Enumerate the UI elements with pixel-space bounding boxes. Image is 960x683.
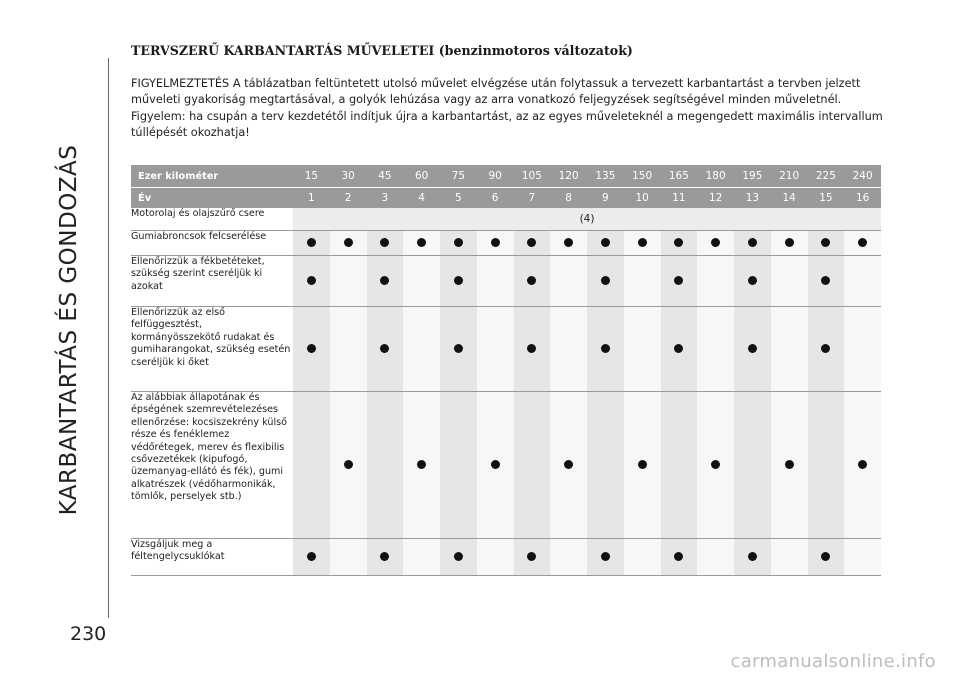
interval-cell (844, 392, 881, 539)
interval-cell (403, 539, 440, 576)
watermark: carmanualsonline.info (730, 651, 936, 672)
row-label: Motorolaj és olajszűrő csere (131, 208, 293, 231)
interval-cell (734, 539, 771, 576)
interval-cell (844, 539, 881, 576)
table-row (131, 231, 881, 256)
bullet-icon (601, 552, 610, 561)
maintenance-table-body (131, 208, 881, 576)
interval-cell (367, 231, 404, 256)
interval-cell (697, 307, 734, 392)
bullet-icon (748, 552, 757, 561)
interval-cell (550, 539, 587, 576)
interval-cell (771, 392, 808, 539)
row-label: Ellenőrizzük az első felfüggesztést, kormányösszekötő rudakat és gumiharangokat, szükség esetén cseréljük ki őket (131, 307, 293, 392)
chapter-side-title: KARBANTARTÁS ÉS GONDOZÁS (56, 144, 82, 516)
interval-cell (293, 231, 330, 256)
bullet-icon (674, 344, 683, 353)
interval-cell (514, 256, 551, 307)
interval-cell (440, 307, 477, 392)
year-header-cell: 7 (514, 188, 551, 209)
row-note: (4) (293, 208, 881, 231)
interval-cell (403, 307, 440, 392)
page-number: 230 (70, 623, 107, 645)
interval-cell (477, 539, 514, 576)
bullet-icon (527, 344, 536, 353)
km-header-cell: 135 (587, 165, 624, 188)
warning-paragraph: FIGYELMEZTETÉS A táblázatban feltüntetett utolsó művelet elvégzése után folytassuk a tervezett karbantartást a tervben jelzett műveleti gyakoriság megtartásával, a golyók lehúzása vagy az arra vonatkozó feljegyzések segítségével minden műveletnél. Figyelem: ha csupán a terv kezdetétől indítjuk újra a karbantartást, az az egyes műveleteknél a megengedett maximális intervallum túllépését okozhatja! (131, 77, 883, 139)
bullet-icon (527, 238, 536, 247)
interval-cell (550, 256, 587, 307)
bullet-icon (307, 344, 316, 353)
interval-cell (440, 539, 477, 576)
interval-cell (587, 231, 624, 256)
interval-cell (771, 231, 808, 256)
bullet-icon (454, 276, 463, 285)
bullet-icon (638, 238, 647, 247)
bullet-icon (748, 238, 757, 247)
km-header-cell: 60 (403, 165, 440, 188)
row-label: Ellenőrizzük a fékbetéteket, szükség szerint cseréljük ki azokat (131, 256, 293, 307)
bullet-icon (711, 238, 720, 247)
interval-cell (477, 231, 514, 256)
bullet-icon (380, 276, 389, 285)
bullet-icon (711, 460, 720, 469)
interval-cell (330, 256, 367, 307)
bullet-icon (344, 238, 353, 247)
km-header-cell: 15 (293, 165, 330, 188)
year-header-cell: 3 (367, 188, 404, 209)
maintenance-table (131, 165, 881, 576)
bullet-icon (674, 238, 683, 247)
year-header-label: Év (131, 188, 293, 209)
interval-cell (367, 256, 404, 307)
bullet-icon (601, 276, 610, 285)
interval-cell (808, 307, 845, 392)
interval-cell (734, 231, 771, 256)
bullet-icon (785, 460, 794, 469)
interval-cell (330, 231, 367, 256)
year-header-cell: 16 (844, 188, 881, 209)
interval-cell (808, 231, 845, 256)
bullet-icon (858, 460, 867, 469)
interval-cell (403, 231, 440, 256)
section-heading: TERVSZERŰ KARBANTARTÁS MŰVELETEI (benzinmotoros változatok) (131, 43, 633, 58)
interval-cell (624, 256, 661, 307)
year-header-cell: 6 (477, 188, 514, 209)
interval-cell (697, 392, 734, 539)
table-row (131, 392, 881, 539)
table-row (131, 539, 881, 576)
interval-cell (624, 307, 661, 392)
bullet-icon (307, 276, 316, 285)
row-label: Gumiabroncsok felcserélése (131, 231, 293, 256)
km-header-label: Ezer kilométer (131, 165, 293, 188)
bullet-icon (785, 238, 794, 247)
year-header-cell: 2 (330, 188, 367, 209)
interval-cell (587, 392, 624, 539)
km-header-row (131, 165, 881, 188)
table-row (131, 307, 881, 392)
interval-cell (367, 539, 404, 576)
bullet-icon (638, 460, 647, 469)
year-header-cell: 4 (403, 188, 440, 209)
interval-cell (808, 256, 845, 307)
km-header-cell: 240 (844, 165, 881, 188)
interval-cell (550, 307, 587, 392)
interval-cell (367, 307, 404, 392)
bullet-icon (417, 238, 426, 247)
bullet-icon (454, 344, 463, 353)
interval-cell (440, 256, 477, 307)
bullet-icon (491, 238, 500, 247)
interval-cell (808, 392, 845, 539)
interval-cell (734, 392, 771, 539)
interval-cell (624, 231, 661, 256)
interval-cell (587, 539, 624, 576)
interval-cell (844, 307, 881, 392)
bullet-icon (748, 344, 757, 353)
interval-cell (514, 392, 551, 539)
interval-cell (844, 256, 881, 307)
year-header-cell: 10 (624, 188, 661, 209)
interval-cell (477, 256, 514, 307)
interval-cell (330, 392, 367, 539)
bullet-icon (380, 552, 389, 561)
row-label: Vizsgáljuk meg a féltengelycsuklókat (131, 539, 293, 576)
km-header-cell: 90 (477, 165, 514, 188)
bullet-icon (491, 460, 500, 469)
interval-cell (403, 392, 440, 539)
km-header-cell: 150 (624, 165, 661, 188)
interval-cell (477, 307, 514, 392)
bullet-icon (380, 344, 389, 353)
interval-cell (661, 392, 698, 539)
year-header-cell: 5 (440, 188, 477, 209)
interval-cell (587, 256, 624, 307)
interval-cell (661, 231, 698, 256)
interval-cell (293, 539, 330, 576)
interval-cell (697, 231, 734, 256)
bullet-icon (344, 460, 353, 469)
year-header-cell: 1 (293, 188, 330, 209)
interval-cell (550, 231, 587, 256)
interval-cell (440, 231, 477, 256)
interval-cell (403, 256, 440, 307)
table-row (131, 208, 881, 231)
table-row (131, 256, 881, 307)
interval-cell (624, 539, 661, 576)
interval-cell (514, 307, 551, 392)
bullet-icon (527, 276, 536, 285)
year-header-cell: 11 (661, 188, 698, 209)
interval-cell (330, 539, 367, 576)
km-header-cell: 75 (440, 165, 477, 188)
bullet-icon (564, 238, 573, 247)
interval-cell (477, 392, 514, 539)
side-divider (108, 58, 109, 618)
interval-cell (293, 256, 330, 307)
interval-cell (661, 307, 698, 392)
bullet-icon (564, 460, 573, 469)
bullet-icon (454, 238, 463, 247)
bullet-icon (417, 460, 426, 469)
interval-cell (808, 539, 845, 576)
km-header-cell: 45 (367, 165, 404, 188)
row-label: Az alábbiak állapotának és épségének szemrevételezéses ellenőrzése: kocsiszekrény külső része és fenéklemez védőrétegek, merev és flexibilis csővezetékek (kipufogó, üzemanyag-ellátó és fék), gumi alkatrészek (védőharmonikák, tömlők, perselyek stb.) (131, 392, 293, 539)
interval-cell (771, 256, 808, 307)
bullet-icon (821, 344, 830, 353)
interval-cell (624, 392, 661, 539)
year-header-cell: 8 (550, 188, 587, 209)
year-header-cell: 15 (808, 188, 845, 209)
interval-cell (771, 307, 808, 392)
km-header-cell: 120 (550, 165, 587, 188)
interval-cell (844, 231, 881, 256)
interval-cell (440, 392, 477, 539)
bullet-icon (527, 552, 536, 561)
interval-cell (587, 307, 624, 392)
interval-cell (734, 307, 771, 392)
bullet-icon (601, 238, 610, 247)
bullet-icon (674, 276, 683, 285)
km-header-cell: 180 (697, 165, 734, 188)
bullet-icon (821, 238, 830, 247)
bullet-icon (454, 552, 463, 561)
bullet-icon (858, 238, 867, 247)
interval-cell (661, 256, 698, 307)
km-header-cell: 30 (330, 165, 367, 188)
bullet-icon (748, 276, 757, 285)
bullet-icon (601, 344, 610, 353)
interval-cell (734, 256, 771, 307)
bullet-icon (821, 552, 830, 561)
year-header-cell: 9 (587, 188, 624, 209)
interval-cell (697, 539, 734, 576)
interval-cell (550, 392, 587, 539)
interval-cell (771, 539, 808, 576)
interval-cell (697, 256, 734, 307)
bullet-icon (821, 276, 830, 285)
year-header-cell: 12 (697, 188, 734, 209)
bullet-icon (307, 238, 316, 247)
interval-cell (514, 539, 551, 576)
bullet-icon (307, 552, 316, 561)
bullet-icon (674, 552, 683, 561)
interval-cell (293, 392, 330, 539)
km-header-cell: 105 (514, 165, 551, 188)
year-header-cell: 14 (771, 188, 808, 209)
interval-cell (330, 307, 367, 392)
interval-cell (367, 392, 404, 539)
year-header-row (131, 188, 881, 209)
bullet-icon (380, 238, 389, 247)
km-header-cell: 210 (771, 165, 808, 188)
km-header-cell: 225 (808, 165, 845, 188)
km-header-cell: 195 (734, 165, 771, 188)
interval-cell (661, 539, 698, 576)
year-header-cell: 13 (734, 188, 771, 209)
km-header-cell: 165 (661, 165, 698, 188)
interval-cell (293, 307, 330, 392)
interval-cell (514, 231, 551, 256)
